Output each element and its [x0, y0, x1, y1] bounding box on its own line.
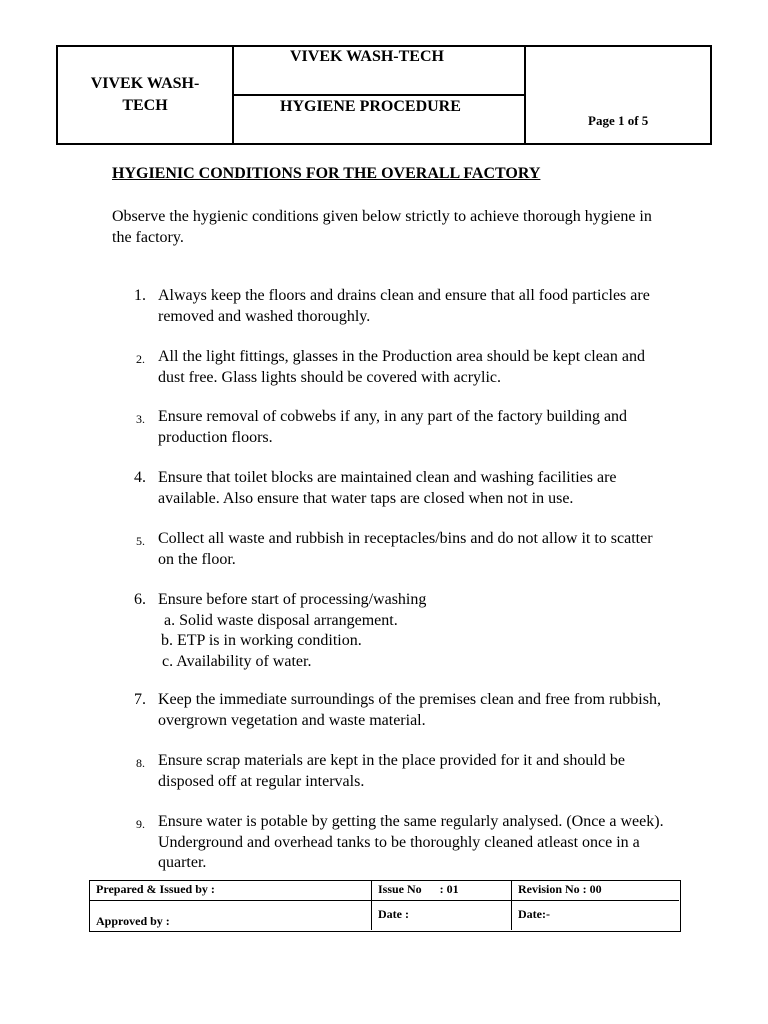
list-item-number: 7.: [134, 691, 146, 708]
header-table: [56, 45, 712, 145]
list-item-8: [136, 751, 668, 792]
list-item-9: [136, 812, 668, 874]
footer-table: [89, 880, 681, 932]
list-item-3: [136, 407, 668, 448]
list-item-7: [134, 690, 668, 731]
intro-paragraph: Observe the hygienic conditions given below strictly to achieve thorough hygiene in the factory.: [112, 208, 652, 246]
prepared-by-label: Prepared & Issued by :: [90, 881, 372, 901]
sub-item-c: c. Availability of water.: [162, 652, 312, 670]
list-item-text: Ensure that toilet blocks are maintained clean and washing facilities are available. Also ensure that water taps are closed when not in use.: [158, 469, 617, 507]
list-item-text: All the light fittings, glasses in the Production area should be kept clean and dust free. Glass lights should be covered with acrylic.: [158, 348, 646, 386]
list-item-number: 3.: [136, 412, 145, 426]
revision-number: Revision No : 00: [512, 881, 679, 901]
header-company-name: [58, 47, 234, 143]
issue-date-label: Date :: [372, 901, 512, 930]
sub-item-b: b. ETP is in working condition.: [161, 632, 362, 649]
list-item-1: [134, 286, 668, 327]
list-item-text: Ensure scrap materials are kept in the place provided for it and should be disposed off at regular intervals.: [158, 752, 625, 790]
sub-item-a: a. Solid waste disposal arrangement.: [164, 611, 398, 629]
list-item-number: 4.: [134, 469, 146, 486]
section-heading: HYGIENIC CONDITIONS FOR THE OVERALL FACTORY: [112, 165, 541, 182]
issue-number: Issue No : 01: [372, 881, 512, 901]
revision-date-label: Date:-: [518, 907, 550, 921]
list-item-number: 1.: [134, 287, 146, 304]
list-item-number: 8.: [136, 756, 145, 770]
header-right-cell: [526, 47, 710, 143]
list-item-number: 6.: [134, 591, 146, 608]
list-item-2: [136, 347, 668, 388]
list-item-text: Ensure water is potable by getting the same regularly analysed. (Once a week). Underground and overhead tanks to be thoroughly cleaned atleast once in a quarter.: [158, 813, 664, 871]
list-item-6: [134, 590, 668, 672]
list-item-text: Collect all waste and rubbish in receptacles/bins and do not allow it to scatter on the floor.: [158, 530, 653, 568]
list-item-4: [134, 468, 668, 509]
company-name-text: VIVEK WASH-TECH: [90, 75, 200, 114]
list-item-5: [136, 529, 668, 570]
list-item-number: 2.: [136, 352, 145, 366]
list-item-text: Ensure before start of processing/washing: [158, 591, 427, 608]
header-document-title: HYGIENE PROCEDURE: [234, 96, 526, 143]
page-number: Page 1 of 5: [588, 113, 649, 128]
list-item-text: Always keep the floors and drains clean and ensure that all food particles are removed and washed thoroughly.: [158, 287, 650, 325]
list-item-text: Keep the immediate surroundings of the premises clean and free from rubbish, overgrown vegetation and waste material.: [158, 691, 661, 729]
header-title-top: VIVEK WASH-TECH: [234, 47, 526, 96]
list-item-number: 9.: [136, 817, 145, 831]
list-item-number: 5.: [136, 534, 145, 548]
approved-by-label: Approved by :: [90, 901, 372, 930]
list-item-text: Ensure removal of cobwebs if any, in any part of the factory building and production floors.: [158, 408, 628, 446]
